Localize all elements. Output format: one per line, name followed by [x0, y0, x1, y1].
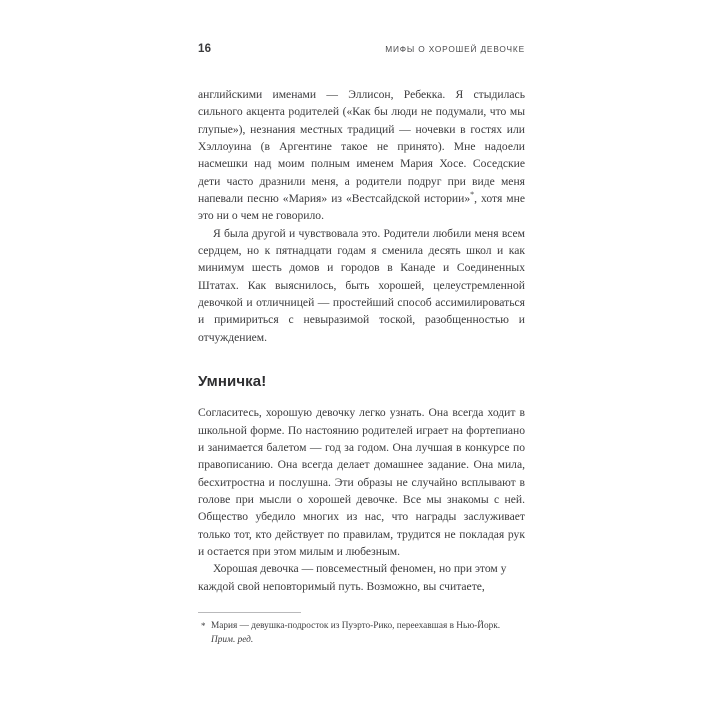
text-column	[198, 86, 525, 595]
footnote-body: Мария — девушка-подросток из Пуэрто-Рико, переехавшая в Нью-Йорк.	[211, 621, 501, 631]
running-head-title: МИФЫ О ХОРОШЕЙ ДЕВОЧКЕ	[385, 44, 525, 54]
footnote-reference-icon[interactable]: *	[470, 190, 475, 200]
footnote-separator-rule	[198, 612, 301, 613]
section-heading: Умничка!	[198, 373, 267, 391]
paragraph: Хорошая девочка — повсеместный феномен, но при этом у каждой свой неповторимый путь. Возможно, вы считаете,	[198, 562, 507, 593]
page-number: 16	[198, 43, 212, 55]
footnote-marker-icon: *	[201, 621, 206, 631]
footnote-block	[198, 612, 525, 647]
footnote-source: Прим. ред.	[211, 634, 254, 645]
paragraph: Я была другой и чувствовала это. Родители любили меня всем сердцем, но к пятнадцати годам я сменила десять школ и как минимум шесть домов и городов в Канаде и Соединенных Штатах. Как выяснилось, быть хорошей, целеустремленной девочкой и отличницей — простейший способ ассимилироваться и примириться с невыразимой тоской, разобщенностью и отчуждением.	[198, 226, 525, 344]
running-head	[198, 44, 525, 62]
paragraph-text-tail: , хотя мне это ни о чем не говорило.	[198, 192, 525, 223]
paragraph-text: английскими именами — Эллисон, Ребекка. Я стыдилась сильного акцента родителей («Как бы люди не подумали, что мы глупые»), незнания местных традиций — ночевки в гостях или Хэллоуина (в Аргентине такое не принято). Мне надоели насмешки над моим полным именем Мария Хосе. Соседские дети часто дразнили меня, а родители подруг при виде меня напевали песню «Мария» из «Вестсайдской истории»	[198, 88, 525, 206]
paragraph: Согласитесь, хорошую девочку легко узнать. Она всегда ходит в школьной форме. По настоянию родителей играет на фортепиано и занимается балетом — год за годом. Она лучшая в конкурсе по правописанию. Она всегда делает домашнее задание. Она мила, бесхитростна и послушна. Эти образы не случайно всплывают в голове при мысли о хорошей девочке. Все мы знакомы с ней. Общество убедило многих из нас, что награды заслуживает только тот, кто действует по правилам, трудится не покладая рук и остается при этом милым и любезным.	[198, 406, 525, 558]
paragraph-continued	[198, 86, 525, 225]
footnote-text	[198, 620, 525, 647]
